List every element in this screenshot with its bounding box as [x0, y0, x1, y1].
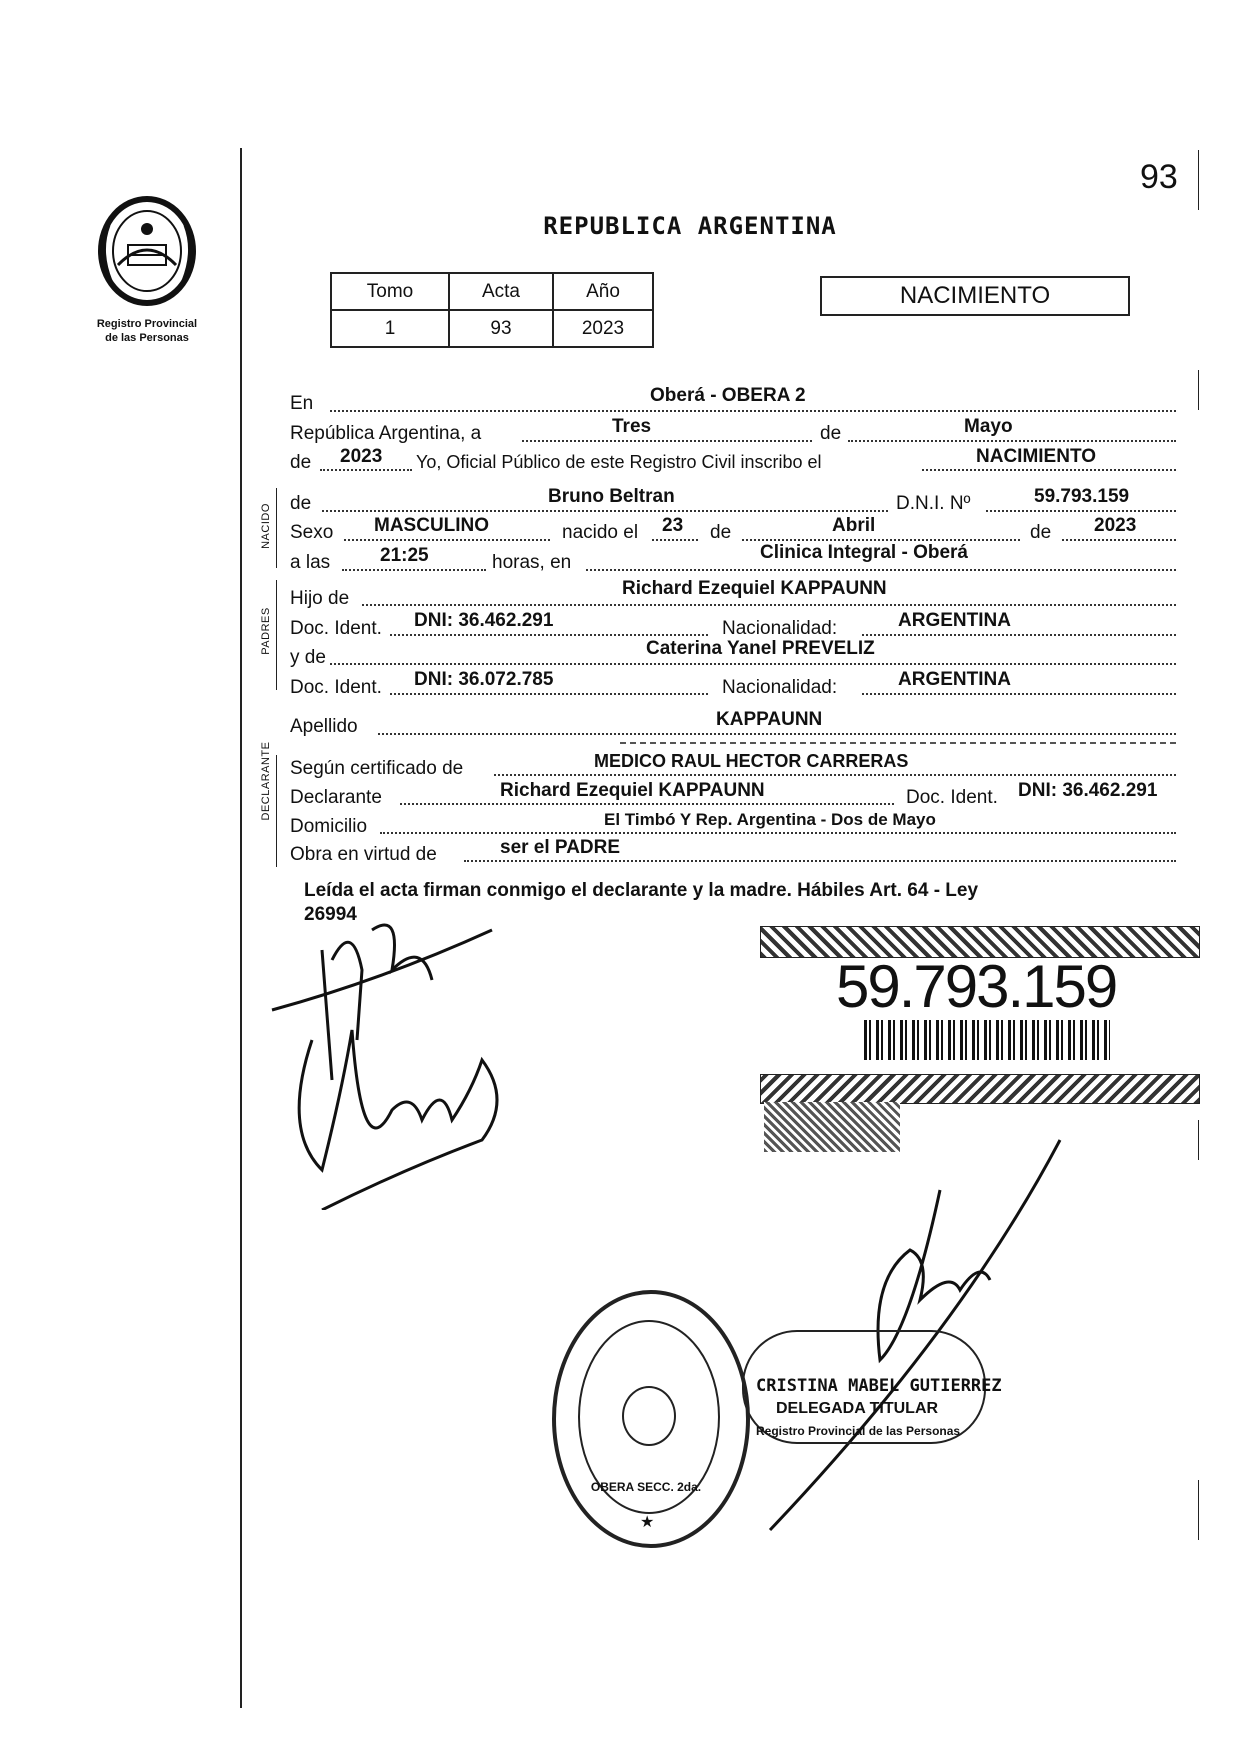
official-seal: [552, 1290, 750, 1548]
signatory-name: CRISTINA MABEL GUTIERREZ: [756, 1376, 1002, 1396]
margin-line: [240, 148, 242, 1708]
mother-name-value: Caterina Yanel PREVELIZ: [646, 638, 875, 659]
dotted-line: [322, 510, 888, 512]
sexo-label: Sexo: [290, 522, 334, 543]
dotted-line: [464, 860, 1176, 862]
dotted-line: [380, 832, 1176, 834]
table-cell: 2023: [553, 310, 653, 347]
table-header: Tomo: [331, 273, 449, 310]
nac2-label: Nacionalidad:: [722, 677, 838, 698]
dotted-line: [330, 410, 1176, 412]
section-label-nacido: NACIDO: [260, 503, 272, 549]
dotted-line: [320, 469, 412, 471]
dotted-line: [390, 693, 708, 695]
signatory-office: Registro Provincial de las Personas: [756, 1424, 961, 1438]
seal-inner-text: OBERA SECC. 2da.: [590, 1480, 702, 1494]
dotted-line: [862, 693, 1176, 695]
table-header: Año: [553, 273, 653, 310]
dotted-line: [330, 663, 1176, 665]
day-value: Tres: [612, 416, 652, 437]
mother-nationality-value: ARGENTINA: [898, 669, 1011, 690]
section-bar: [276, 755, 277, 867]
address-value: El Timbó Y Rep. Argentina - Dos de Mayo: [604, 810, 936, 829]
apellido-label: Apellido: [290, 716, 358, 737]
logo-caption-1: Registro Provincial: [96, 318, 198, 330]
record-table: [330, 272, 654, 348]
table-cell: 1: [331, 310, 449, 347]
dotted-line: [378, 733, 1176, 735]
page-number: 93: [1140, 158, 1178, 196]
doc2-label: Doc. Ident.: [290, 677, 382, 698]
dotted-line: [586, 569, 1176, 571]
inscribo-label: Yo, Oficial Público de este Registro Civil inscribo el: [416, 452, 822, 472]
month-value: Mayo: [964, 416, 1013, 437]
de3-label: de: [290, 493, 312, 514]
decl-label: Declarante: [290, 787, 382, 808]
stamp-number: 59.793.159: [836, 953, 1117, 1020]
birth-time-value: 21:25: [380, 545, 429, 566]
alas-label: a las: [290, 552, 331, 573]
dotted-line: [742, 539, 1020, 541]
reason-value: ser el PADRE: [500, 837, 621, 858]
horas-label: horas, en: [492, 552, 572, 573]
dotted-line: [390, 634, 708, 636]
child-name-value: Bruno Beltran: [548, 486, 675, 507]
yde-label: y de: [290, 647, 326, 668]
dotted-line: [522, 440, 812, 442]
province-logo: [88, 195, 206, 315]
birth-place-value: Clinica Integral - Oberá: [760, 542, 968, 563]
republica-label: República Argentina, a: [290, 423, 482, 444]
de2-label: de: [290, 452, 312, 473]
en-label: En: [290, 393, 314, 414]
closing-line-2: 26994: [304, 904, 357, 925]
mother-doc-value: DNI: 36.072.785: [414, 669, 554, 690]
birth-month-value: Abril: [832, 515, 876, 536]
right-edge-mark: [1198, 370, 1199, 410]
dotted-line: [344, 539, 550, 541]
de5-label: de: [1030, 522, 1052, 543]
father-nationality-value: ARGENTINA: [898, 610, 1011, 631]
table-row: [331, 310, 653, 347]
signatory-role: DELEGADA TITULAR: [776, 1400, 939, 1417]
section-label-padres: PADRES: [260, 607, 272, 655]
seal-emblem: [622, 1386, 676, 1446]
table-header-row: [331, 273, 653, 310]
page-title: REPUBLICA ARGENTINA: [543, 212, 837, 240]
security-band-bottom: [760, 1074, 1200, 1104]
right-edge-mark: [1198, 1120, 1199, 1160]
logo-caption-2: de las Personas: [105, 332, 189, 344]
dotted-line: [400, 803, 894, 805]
dotted-line: [342, 569, 486, 571]
dotted-line: [848, 440, 1176, 442]
birth-year-value: 2023: [1094, 515, 1137, 536]
dotted-line: [652, 539, 698, 541]
dom-label: Domicilio: [290, 816, 368, 837]
de-label: de: [820, 423, 842, 444]
seal-star: ★: [640, 1514, 655, 1531]
dashed-rule: [620, 742, 1176, 744]
hijo-label: Hijo de: [290, 588, 350, 609]
section-label-declarante: DECLARANTE: [260, 741, 272, 821]
dotted-line: [862, 634, 1176, 636]
declarant-doc-value: DNI: 36.462.291: [1018, 780, 1158, 801]
record-type-box: NACIMIENTO: [820, 276, 1130, 316]
child-dni-value: 59.793.159: [1034, 486, 1130, 507]
right-edge-mark: [1198, 150, 1199, 210]
birth-day-value: 23: [662, 515, 684, 536]
doc1-label: Doc. Ident.: [290, 618, 382, 639]
cert-label: Según certificado de: [290, 758, 464, 779]
de4-label: de: [710, 522, 732, 543]
dotted-line: [922, 469, 1176, 471]
father-name-value: Richard Ezequiel KAPPAUNN: [622, 578, 887, 599]
year-value: 2023: [340, 446, 383, 467]
dotted-line: [986, 510, 1176, 512]
table-cell: 93: [449, 310, 553, 347]
dotted-line: [362, 604, 1176, 606]
dni-label: D.N.I. Nº: [896, 493, 971, 514]
act-type-value: NACIMIENTO: [976, 446, 1096, 467]
dotted-line: [1062, 539, 1176, 541]
table-header: Acta: [449, 273, 553, 310]
section-bar: [276, 488, 277, 568]
doc3-label: Doc. Ident.: [906, 787, 998, 808]
barcode: [864, 1020, 1110, 1060]
closing-line-1: Leída el acta firman conmigo el declarante y la madre. Hábiles Art. 64 - Ley: [304, 880, 979, 901]
surname-value: KAPPAUNN: [716, 709, 823, 730]
father-doc-value: DNI: 36.462.291: [414, 610, 554, 631]
certificate-value: MEDICO RAUL HECTOR CARRERAS: [594, 751, 909, 771]
declarant-value: Richard Ezequiel KAPPAUNN: [500, 780, 765, 801]
right-edge-mark: [1198, 1480, 1199, 1540]
nac1-label: Nacionalidad:: [722, 618, 838, 639]
registry-office-value: Oberá - OBERA 2: [650, 385, 806, 406]
obra-label: Obra en virtud de: [290, 844, 437, 865]
section-bar: [276, 580, 277, 690]
sex-value: MASCULINO: [374, 515, 490, 536]
signature-declarant: [262, 910, 562, 1210]
nacido-label: nacido el: [562, 522, 639, 543]
dotted-line: [494, 774, 1176, 776]
